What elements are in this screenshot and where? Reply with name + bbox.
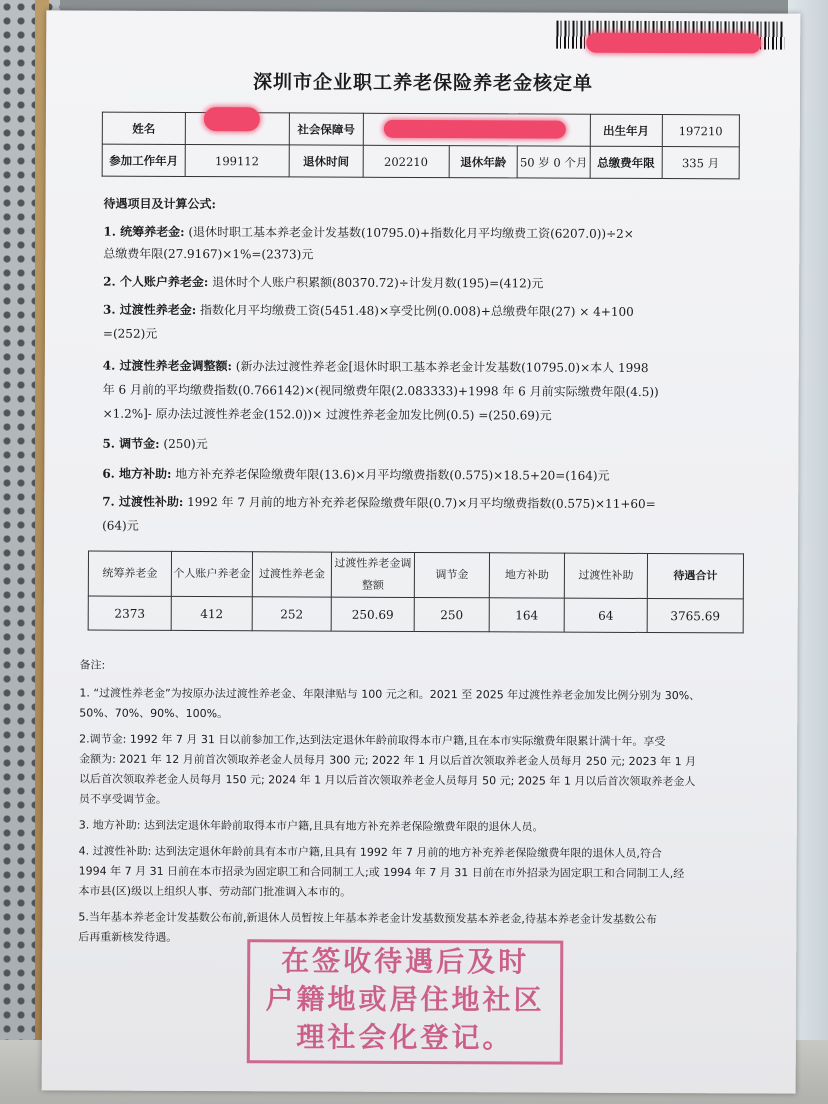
note-line: 5.当年基本养老金计发基数公布前,新退休人员暂按上年基本养老金计发基数预发基本养老金,待基本养老金计发基数公布	[78, 910, 657, 927]
formula-1-text: (退休时职工基本养老金计发基数(10795.0)+指数化月平均缴费工资(6207.0))÷2×	[188, 224, 634, 241]
formula-4-label: 4. 过渡性养老金调整额:	[102, 358, 232, 374]
red-stamp	[247, 939, 564, 1064]
note-line: 1. “过渡性养老金”为按原办法过渡性养老金、年限津贴与 100 元之和。2021 至 2025 年过渡性养老金加发比例分别为 30%、	[79, 686, 701, 703]
summary-value-2: 252	[252, 597, 331, 631]
retire-age-value: 50 岁 0 个月	[517, 146, 589, 178]
summary-value-0: 2373	[88, 596, 171, 630]
note-line: 4. 过渡性补助: 达到法定退休年龄前具有本市户籍,且具有 1992 年 7 月前的地方补充养老保险缴费年限的退休人员,符合	[78, 844, 662, 861]
formula-7-label: 7. 过渡性补助:	[102, 494, 184, 509]
retire-time-label: 退休时间	[289, 145, 363, 177]
formula-4	[103, 357, 649, 376]
summary-table	[88, 551, 744, 634]
birth-value: 197210	[662, 115, 739, 147]
summary-header-1: 个人账户养老金	[171, 551, 252, 596]
formula-3-cont: =(252)元	[102, 326, 158, 341]
ssn-label: 社会保障号	[289, 113, 363, 145]
stamp-line: 户籍地或居住地社区	[265, 982, 545, 1017]
summary-header-7: 待遇合计	[647, 553, 743, 598]
redaction-barcode-number	[586, 33, 761, 54]
formula-2-label: 2. 个人账户养老金:	[103, 274, 209, 290]
note-line: 本市县(区)级以上组织人事、劳动部门批准调入本市的。	[78, 884, 352, 899]
note-line: 3. 地方补助: 达到法定退休年龄前取得本市户籍,且具有地方补充养老保险缴费年限的退休人员。	[78, 818, 544, 834]
summary-value-5: 164	[489, 598, 564, 632]
summary-value-3: 250.69	[331, 597, 414, 631]
document-title: 深圳市企业职工养老保险养老金核定单	[252, 71, 594, 95]
formula-1	[103, 223, 634, 242]
stamp-line: 在签收待遇后及时	[281, 944, 530, 979]
summary-header-6: 过渡性补助	[564, 553, 647, 598]
years-label: 总缴费年限	[590, 146, 662, 178]
formula-7	[102, 493, 656, 512]
formula-2	[103, 273, 543, 292]
years-value: 335 月	[662, 147, 739, 179]
retire-time-value: 202210	[363, 145, 449, 177]
formula-6-text: 地方补充养老保险缴费年限(13.6)×月平均缴费指数(0.575)×18.5+20=(164)元	[175, 466, 610, 483]
redaction-name	[204, 107, 260, 131]
formula-heading: 待遇项目及计算公式:	[103, 196, 216, 212]
summary-header-0: 统筹养老金	[88, 551, 171, 596]
birth-label: 出生年月	[590, 114, 662, 146]
summary-value-1: 412	[171, 596, 252, 630]
formula-3-label: 3. 过渡性养老金:	[103, 302, 197, 318]
note-line: 员不享受调节金。	[78, 792, 167, 806]
note-line: 50%、70%、90%、100%。	[79, 706, 229, 721]
formula-1-label: 1. 统筹养老金:	[103, 224, 185, 239]
work-start-label: 参加工作年月	[102, 144, 185, 176]
formula-4-text: (新办法过渡性养老金[退休时职工基本养老金计发基数(10795.0)×本人 1998	[235, 359, 649, 375]
note-line: 1994 年 7 月 31 日前在本市招录为固定职工和合同制工人;或 1994 年 7 月 31 日前在市外招录为固定职工和合同制工人,经	[78, 864, 685, 881]
retire-age-label: 退休年龄	[449, 146, 518, 178]
formula-6-label: 6. 地方补助:	[102, 466, 172, 481]
summary-header-2: 过渡性养老金	[252, 552, 331, 597]
note-line: 2.调节金: 1992 年 7 月 31 日以前参加工作,达到法定退休年龄前取得本市户籍,且在本市实际缴费年限累计满十年。享受	[79, 732, 666, 749]
formula-5-text: (250)元	[163, 436, 208, 452]
redaction-ssn	[384, 120, 566, 139]
formula-7-cont: (64)元	[102, 518, 139, 533]
formula-3	[103, 301, 634, 320]
summary-value-6: 64	[564, 598, 647, 632]
work-start-value: 199112	[185, 144, 289, 176]
formula-section	[102, 189, 744, 533]
formula-3-text: 指数化月平均缴费工资(5451.48)×享受比例(0.008)+总缴费年限(27) × 4+100	[199, 303, 634, 319]
formula-1-cont: 总缴费年限(27.9167)×1%=(2373)元	[103, 246, 314, 262]
summary-value-4: 250	[414, 597, 489, 631]
formula-5-label: 5. 调节金:	[102, 436, 160, 451]
summary-header-3: 过渡性养老金调整额	[331, 552, 414, 597]
note-line: 以后首次领取养老金人员每月 150 元; 2024 年 1 月以后首次领取养老金人员每月 50 元; 2025 年 1 月以后首次领取养老金人	[78, 772, 696, 789]
stamp-line: 理社会化登记。	[296, 1020, 514, 1055]
notes-section	[78, 653, 780, 944]
formula-5	[102, 435, 207, 452]
summary-header-4: 调节金	[414, 552, 489, 597]
formula-6	[102, 465, 609, 484]
pension-document	[42, 10, 801, 1093]
name-label: 姓名	[102, 112, 185, 144]
note-line: 后再重新核发待遇。	[78, 930, 178, 944]
formula-7-text: 1992 年 7 月前的地方补充养老保险缴费年限(0.7)×月平均缴费指数(0.575)×11+60=	[187, 494, 656, 512]
notes-heading: 备注:	[79, 658, 106, 672]
note-line: 金额为: 2021 年 12 月前首次领取养老金人员每月 300 元; 2022 年 1 月以后首次领取养老金人员每月 250 元; 2023 年 1 月	[79, 752, 697, 769]
summary-value-7: 3765.69	[647, 598, 743, 632]
summary-header-5: 地方补助	[489, 553, 564, 598]
formula-2-text: 退休时个人账户积累额(80370.72)÷计发月数(195)=(412)元	[212, 275, 544, 291]
formula-4-cont1: 年 6 月前的平均缴费指数(0.766142)×(视同缴费年限(2.083333)+1998 年 6 月前实际缴费年限(4.5))	[102, 382, 659, 400]
formula-4-cont2: ×1.2%]- 原办法过渡性养老金(152.0))× 过渡性养老金加发比例(0.5) =(250.69)元	[102, 406, 552, 423]
